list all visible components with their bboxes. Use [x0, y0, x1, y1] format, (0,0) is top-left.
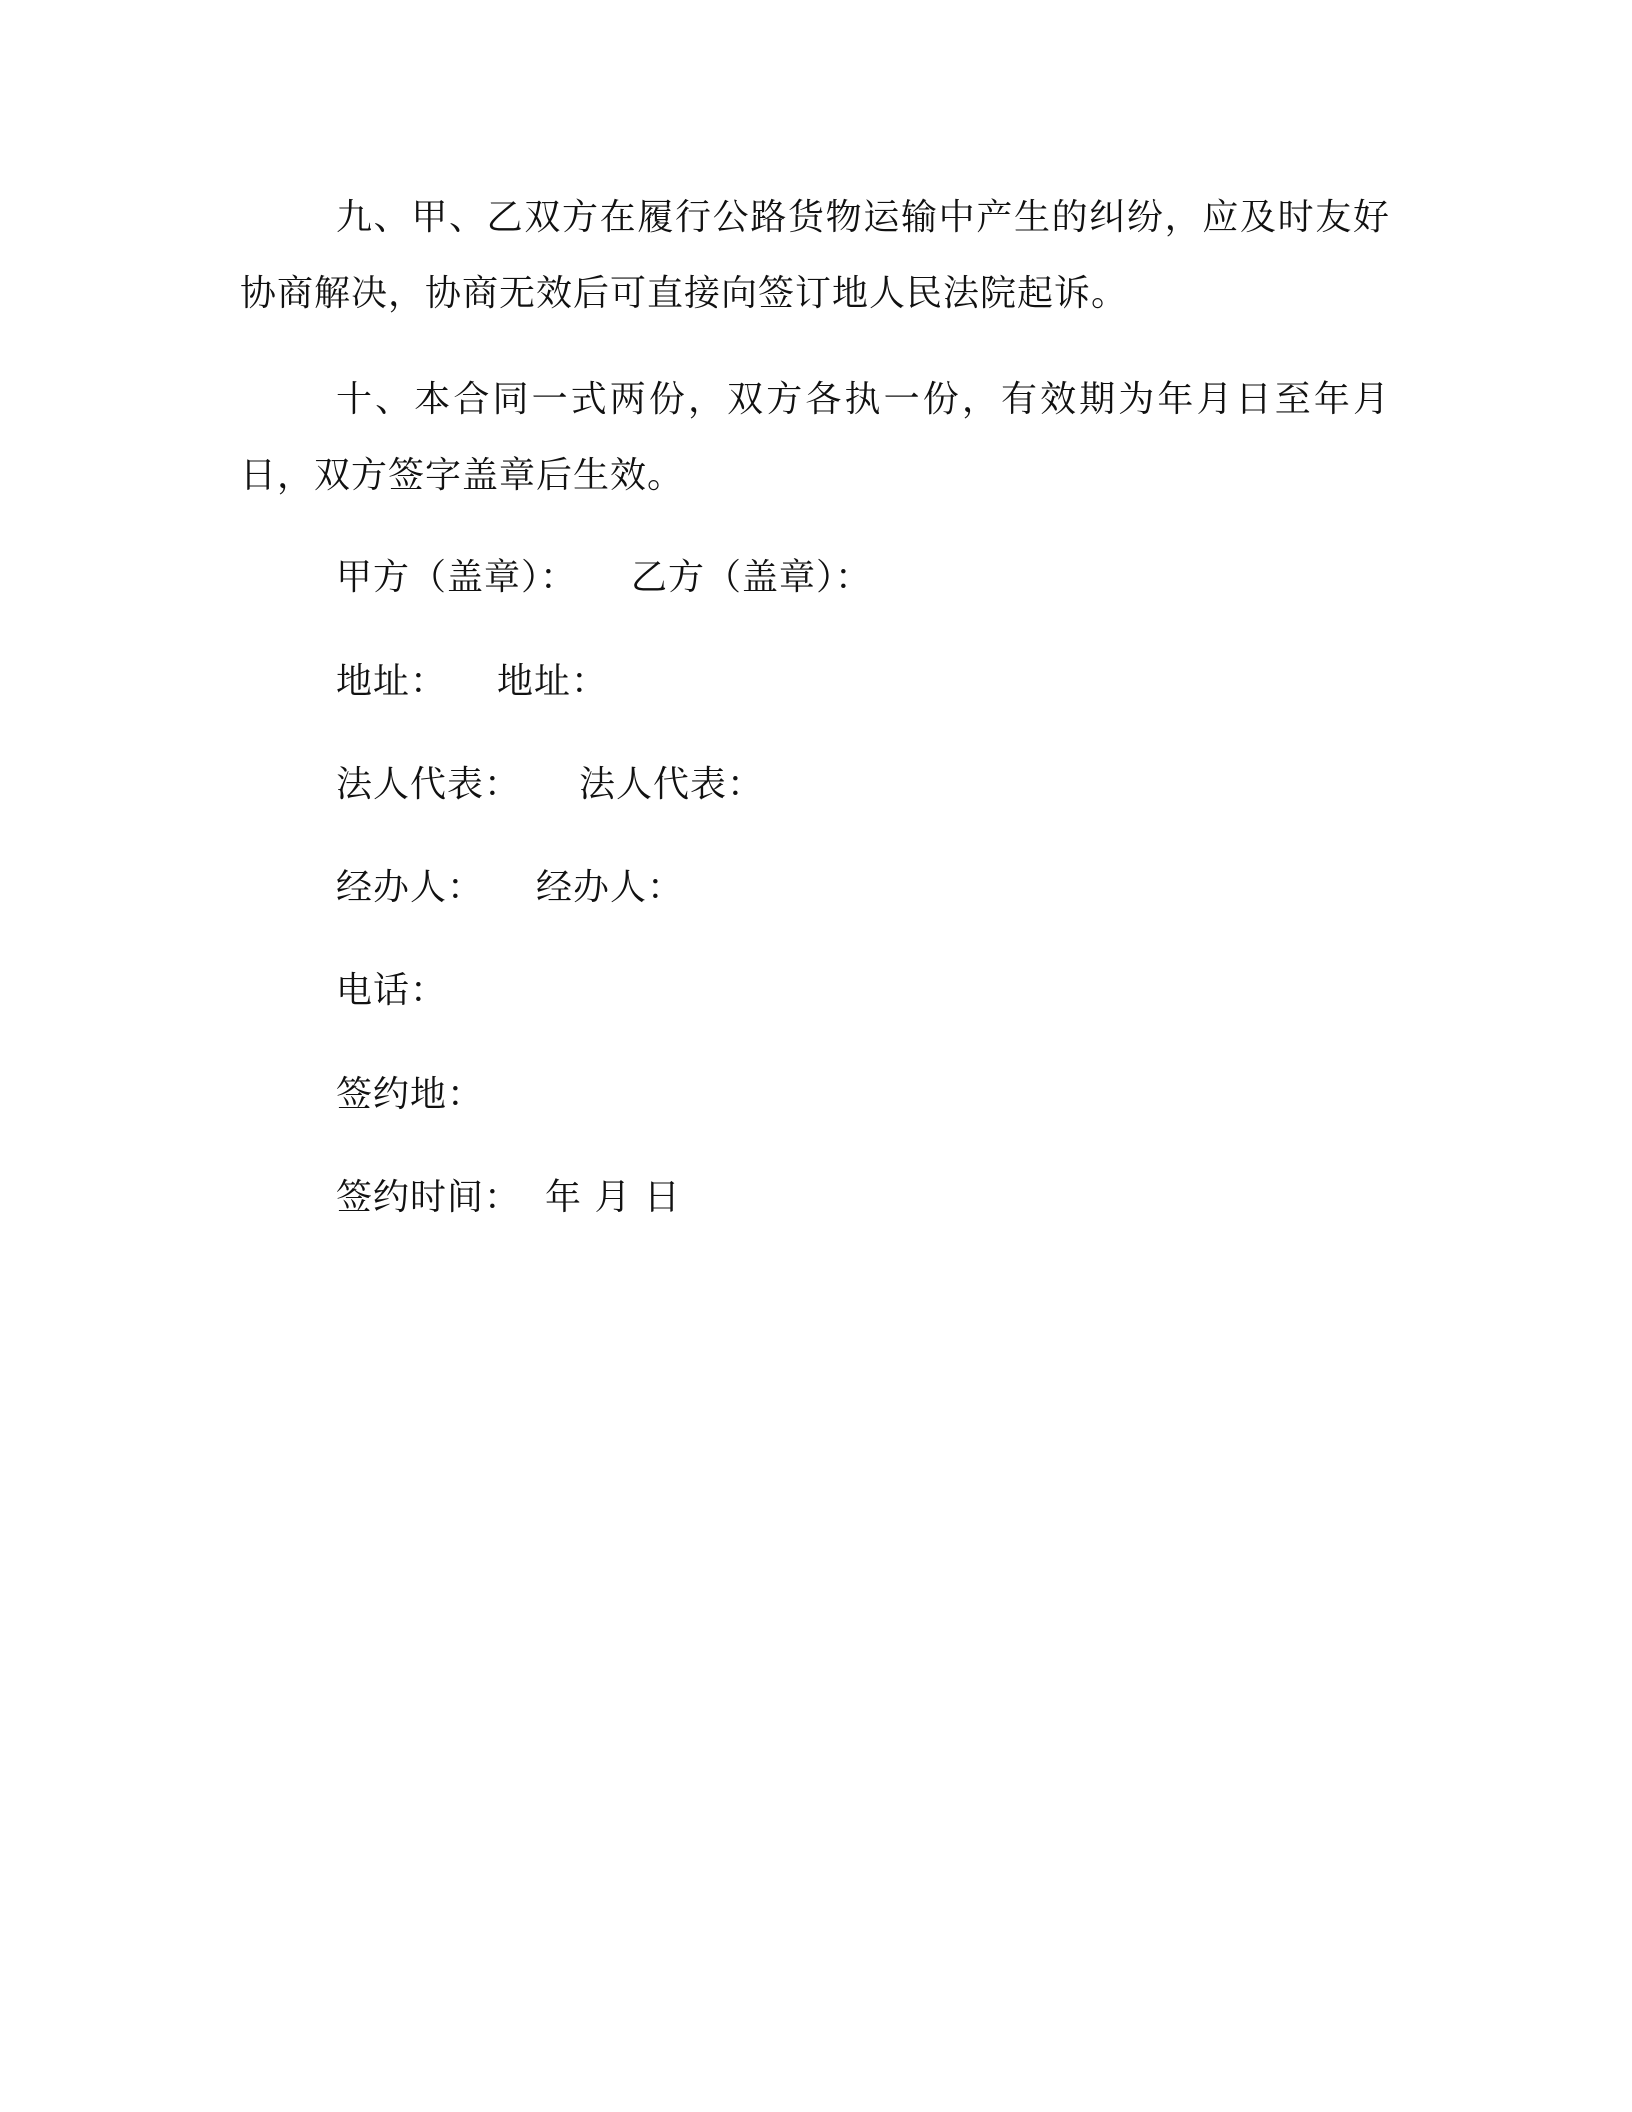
handler-line	[336, 863, 684, 913]
address-line	[336, 657, 608, 707]
paragraph-clause-nine: 九、甲、乙双方在履行公路货物运输中产生的纠纷，应及时友好协商解决，协商无效后可直接向签订地人民法院起诉。	[240, 197, 1390, 314]
party-a-seal-label: 甲方（盖章）：	[336, 557, 578, 598]
signing-place-label: 签约地：	[336, 1074, 485, 1115]
signing-time-label: 签约时间：	[336, 1177, 522, 1218]
party-a-address-label: 地址：	[336, 661, 448, 702]
signing-place-line	[336, 1070, 484, 1120]
legal-representative-line	[336, 760, 764, 810]
party-b-handler-label: 经办人：	[536, 867, 685, 908]
party-a-legal-rep-label: 法人代表：	[336, 764, 522, 805]
signing-date-value: 年 月 日	[545, 1177, 681, 1218]
party-b-legal-rep-label: 法人代表：	[579, 764, 765, 805]
party-b-seal-label: 乙方（盖章）：	[631, 557, 873, 598]
signing-time-line	[336, 1173, 681, 1223]
party-a-handler-label: 经办人：	[336, 867, 485, 908]
phone-label: 电话：	[336, 970, 448, 1011]
phone-line	[336, 966, 447, 1016]
party-b-address-label: 地址：	[497, 661, 609, 702]
paragraph-clause-ten: 十、本合同一式两份，双方各执一份，有效期为年月日至年月日，双方签字盖章后生效。	[240, 379, 1390, 496]
seal-line	[336, 553, 872, 603]
